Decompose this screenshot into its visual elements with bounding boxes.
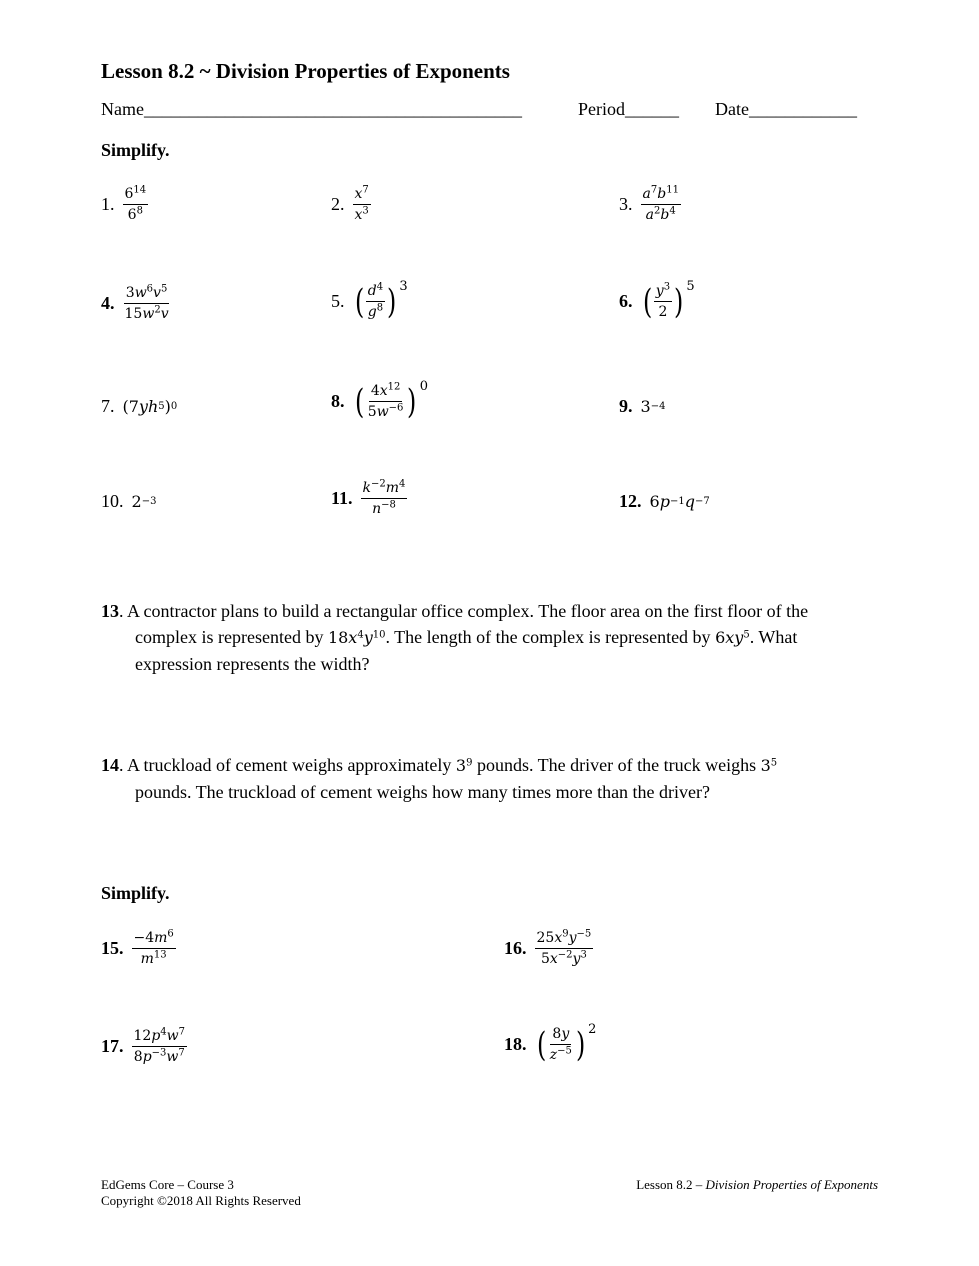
problem-label: 3. xyxy=(619,194,633,215)
footer-copyright: Copyright ©2018 All Rights Reserved xyxy=(101,1193,301,1208)
footer-right: Lesson 8.2 – Division Properties of Exponents xyxy=(636,1177,878,1192)
problem-4: 4. $\frac{3w^6v^5}{15w^2v}$ xyxy=(101,283,169,323)
problem-16: 16. $\frac{25x^9y^{-5}}{5x^{-2}y^3}$ xyxy=(504,928,592,968)
problem-6: 6. ( $\frac{y^3}{2}$ ) 5 xyxy=(619,279,695,322)
problem-8: 8. ( $\frac{4x^{12}}{5w^{-6}}$ ) 0 xyxy=(331,379,428,422)
problem-label: 5. xyxy=(331,291,345,312)
problem-label: 17. xyxy=(101,1036,124,1057)
date-field[interactable]: Date____________ xyxy=(715,99,857,119)
simplify-heading-1: Simplify. xyxy=(101,140,170,160)
problem-label: 10. xyxy=(101,491,124,511)
problem-label: 2. xyxy=(331,194,345,215)
problem-label: 15. xyxy=(101,938,124,959)
problem-label: 18. xyxy=(504,1034,527,1055)
problem-2: 2. $\frac{x^7}{x^3}$ xyxy=(331,184,369,224)
problem-label: 12. xyxy=(619,491,642,511)
problem-label: 6. xyxy=(619,291,633,312)
problem-11: 11. $\frac{k^{-2}m^4}{n^{-8}}$ xyxy=(331,478,406,518)
page-title: Lesson 8.2 ~ Division Properties of Exponents xyxy=(101,59,510,83)
problem-9: 9. 3 −4 xyxy=(619,396,666,416)
problem-12: 12. 6 p −1 q −7 xyxy=(619,491,710,511)
problem-label: 7. xyxy=(101,396,115,416)
word-problem-14: 14. A truckload of cement weighs approximately $3^9$ pounds. The driver of the truck weighs $3^5$ pounds. The truckload of cement weighs how many times more than the driver? xyxy=(101,755,778,802)
problem-label: 11. xyxy=(331,488,353,509)
problem-3: 3. $\frac{a^7b^{11}}{a^2b^4}$ xyxy=(619,184,679,224)
problem-label: 1. xyxy=(101,194,115,215)
name-field[interactable]: Name__________________________________________ xyxy=(101,99,522,119)
problem-10: 10. 2 −3 xyxy=(101,491,157,511)
problem-7: 7. (7 y h 5 ) 0 xyxy=(101,396,178,416)
problem-label: 9. xyxy=(619,396,633,416)
problem-1: 1. $\frac{6^{14}}{6^8}$ xyxy=(101,184,147,224)
problem-5: 5. ( $\frac{d^4}{g^8}$ ) 3 xyxy=(331,279,408,322)
problem-17: 17. $\frac{12p^4w^7}{8p^{-3}w^7}$ xyxy=(101,1026,186,1066)
simplify-heading-2: Simplify. xyxy=(101,883,170,903)
problem-label: 4. xyxy=(101,293,115,314)
problem-label: 16. xyxy=(504,938,527,959)
footer-course: EdGems Core – Course 3 xyxy=(101,1177,234,1192)
problem-15: 15. $\frac{-4m^6}{m^{13}}$ xyxy=(101,928,174,968)
problem-18: 18. ( $\frac{8y}{z^{-5}}$ ) 2 xyxy=(504,1022,597,1065)
period-field[interactable]: Period______ xyxy=(578,99,679,119)
footer-left xyxy=(101,1177,301,1209)
word-problem-13: 13. A contractor plans to build a rectangular office complex. The floor area on the first floor of the complex is represented by $18x^4y^{10}$. The length of the complex is represented by $6xy^5$. What expression represents the width? xyxy=(101,601,809,674)
problem-label: 8. xyxy=(331,391,345,412)
